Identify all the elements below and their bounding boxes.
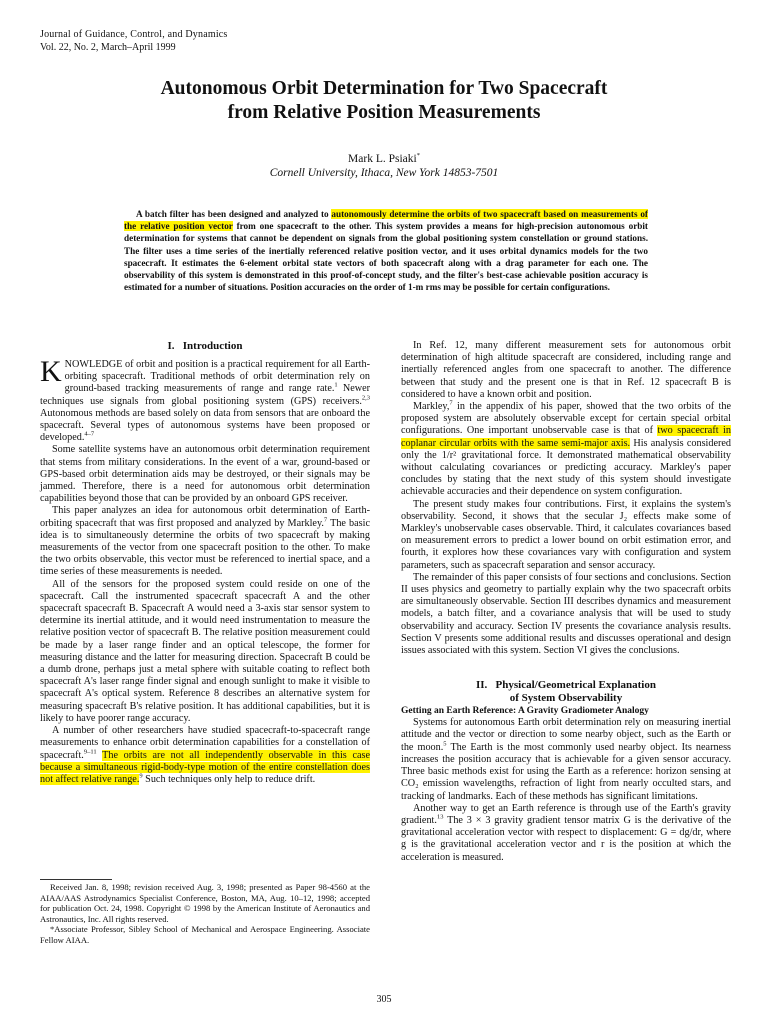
right-p2-text-c: His analysis considered only the 1/r² gravitational force. It demonstrated mathematical observability without calculating covariances or predicting accuracy. Markley's paper concludes by stating that the next study of this system should investigate achievable accuracies and their dependence on system configuration. — [401, 437, 731, 498]
right-paragraph-1: In Ref. 12, many different measurement sets for autonomous orbit determination of high altitude spacecraft are considered, including range and inertially referenced angles from one spacecraft to another. The difference between that study and the present one is that in Ref. 12 spacecraft B is considered to have a known orbit and position. — [401, 340, 731, 400]
footnote-rule — [40, 879, 112, 880]
ref-4-7: 4–7 — [84, 430, 95, 438]
ref-2-3: 2,3 — [361, 394, 370, 402]
section-1-heading: I. Introduction — [167, 340, 243, 352]
abstract-text-post: from one spacecraft to the other. This system provides a means for high-precision autonomous orbit determination for systems that cannot be dependent on signals from the global positioning system constellation or ground stations. The filter uses a time series of the inertially referenced relative position vector, and it uses orbital dynamics models for the two spacecraft. It estimates the 6-element orbital state vectors of both spacecraft along with a drag parameter for each one. The observability of this system is demonstrated in this proof-of-concept study, and the filter's best-case achievable position accuracy is estimated for a number of situations. Position accuracies on the order of 1-m rms may be possible for certain configurations. — [124, 221, 648, 293]
intro-paragraph-1 — [40, 355, 371, 444]
journal-volume: Vol. 22, No. 2, March–April 1999 — [40, 42, 176, 53]
section-2-heading — [401, 679, 731, 705]
right-p5-text-b: The Earth is the most commonly used nearby object. Its nearness increases the position accuracy that is achievable for a given sensor accuracy. Three basic methods exist for using the Earth as a reference: horizon sensing at CO₂ emission wavelengths, refraction of light from nearly occulted stars, and tracking of landmarks. Each of these methods has significant limitations. — [401, 741, 731, 802]
page-number: 305 — [376, 994, 392, 1005]
drop-cap: K — [40, 355, 62, 388]
title-line-2: from Relative Position Measurements — [227, 102, 541, 123]
right-paragraph-6 — [401, 803, 731, 864]
affiliation: Cornell University, Ithaca, New York 14853-7501 — [269, 167, 499, 179]
journal-name: Journal of Guidance, Control, and Dynamics — [40, 29, 228, 40]
author-name: Mark L. Psiaki — [348, 153, 417, 165]
intro-p1-text-a: NOWLEDGE of orbit and position is a practical requirement for all Earth-orbiting spacecraft. Traditional methods of orbit determination rely on ground-based tracking measurements of range and range rate. — [64, 359, 370, 395]
right-p6-text-a: Another way to get an Earth reference is through use of the Earth's gravity gradient. — [401, 802, 731, 826]
right-p2-highlight: two spacecraft in coplanar circular orbits with the same semi-major axis. — [401, 425, 731, 449]
subsection-heading: Getting an Earth Reference: A Gravity Gradiometer Analogy — [401, 706, 649, 717]
footnote-received: Received Jan. 8, 1998; revision received Aug. 3, 1998; presented as Paper 98-4560 at the AIAA/AAS Astrodynamics Specialist Conference, Boston, MA, Aug. 10–12, 1998; accepted for publication Oct. 24, 1998. Copyright © 1998 by the American Institute of Aeronautics and Astronautics, Inc. All rights reserved. — [40, 882, 370, 924]
ref-13: 13 — [436, 813, 444, 821]
ref-9-11: 9–11 — [83, 748, 97, 756]
right-paragraph-2 — [401, 401, 731, 499]
intro-p3-text-b: The basic idea is to simultaneously determine the orbits of two spacecraft by making measurements of the vector from one spacecraft position to the other. To make the two orbits observable, this vector must be referenced to inertial space, and a time series of these measurements is needed. — [40, 517, 370, 578]
left-column — [40, 340, 370, 786]
intro-paragraph-5 — [40, 725, 370, 786]
right-p6-text-b: The 3 × 3 gravity gradient tensor matrix G is the derivative of the gravitational acceleration vector with respect to displacement: G = dg/dr, where g is the gravitational acceleration vector and r is the position at which the acceleration is measured. — [401, 814, 731, 863]
right-column — [401, 340, 731, 864]
abstract-text-pre: A batch filter has been designed and analyzed to — [136, 209, 332, 219]
ref-1: 1 — [334, 382, 338, 390]
intro-p5-text-b: Such techniques only help to reduce drift. — [142, 773, 316, 785]
abstract-highlight: autonomously determine the orbits of two spacecraft based on measurements of the relative position vector — [124, 209, 648, 232]
intro-p5-highlight: The orbits are not all independently observable in this case because a simultaneous rigid-body-type motion of the entire constellation does not affect relative range. — [40, 749, 370, 785]
author-line — [0, 153, 768, 165]
footnotes — [40, 882, 370, 946]
journal-header — [40, 28, 228, 54]
intro-paragraph-3 — [40, 505, 370, 578]
author-footnote-mark: * — [416, 152, 420, 160]
intro-paragraph-2: Some satellite systems have an autonomous orbit determination requirement that stems from military considerations. In the event of a war, ground-based or GPS-based orbit determination aids may be destroyed, or their signals may be jammed. Therefore, there is a need for autonomous orbit determination capabilities beyond those that can be provided by an onboard GPS receiver. — [40, 444, 370, 505]
abstract — [124, 208, 648, 293]
intro-p5-text-a: A number of other researchers have studied spacecraft-to-spacecraft range measurements to enhance orbit determination capabilities for a constellation of spacecraft. — [40, 725, 370, 761]
intro-paragraph-4: All of the sensors for the proposed system could reside on one of the spacecraft. Call the instrumented spacecraft spacecraft A and the other spacecraft spacecraft B. Spacecraft A would need a 3-axis star sensor system to determine its inertial attitude, and it would need instrumentation to measure the relative position vector of spacecraft B. The relative position measurement could be made by a laser range finder and an optical telescope, the former for measuring distance and the latter for measuring direction. Spacecraft B could be a dumb drone, perhaps just a metal sphere with suitable coating to reflect both spacecraft A's laser range finder signal and enough sunlight to make it visible to spacecraft A's optical system. Reference 8 describes an alternative system for measuring spacecraft B's relative position. It has additional capabilities, but it is likely to have poorer range accuracy. — [40, 578, 370, 724]
right-paragraph-5 — [401, 717, 731, 802]
paper-title — [0, 77, 768, 125]
section-2-heading-line-2: of System Observability — [509, 692, 623, 705]
right-p2-text-a: Markley, — [413, 401, 450, 413]
right-p2-text-b: in the appendix of his paper, showed that the two orbits of the proposed system are absolutely observable except for certain special orbital configurations. One important unobservable case is that of — [401, 401, 731, 437]
intro-p1-text-b: Newer techniques use signals from global positioning system (GPS) receivers. — [40, 383, 371, 407]
section-2-heading-line-1: II. Physical/Geometrical Explanation — [476, 679, 656, 692]
ref-9: 9 — [139, 772, 143, 780]
footnote-associate: *Associate Professor, Sibley School of Mechanical and Aerospace Engineering. Associate Fellow AIAA. — [40, 924, 370, 945]
ref-7: 7 — [323, 516, 328, 524]
intro-p1-text-c: Autonomous methods are based solely on data from sensors that are onboard the spacecraft. Several types of autonomous systems have been proposed or developed. — [40, 407, 370, 444]
ref-5: 5 — [443, 740, 447, 748]
right-paragraph-4: The remainder of this paper consists of four sections and conclusions. Section II uses physics and geometry to partially explain why the two spacecraft orbits are simultaneously observable. Section III describes dynamics and measurement models, a batch filter, and a covariance analysis that will be used to study observability and accuracy. Section IV presents the covariance analysis results. Section V presents some additional results and discusses operational and design issues associated with this system. Section VI gives the conclusions. — [401, 571, 731, 657]
title-line-1: Autonomous Orbit Determination for Two Spacecraft — [160, 78, 608, 99]
right-paragraph-3: The present study makes four contributions. First, it explains the system's observability. Second, it shows that the secular J₂ effects make some of Markley's unobservable cases observable. Third, it calculates covariances based on measurement errors to predict a lower bound on orbit estimation error, and fourth, it explores how these covariances vary with configuration and system parameters, such as spacecraft separation and sensor accuracy. — [401, 498, 731, 571]
intro-p3-text-a: This paper analyzes an idea for autonomous orbit determination of Earth-orbiting spacecraft that was first proposed and analyzed by Markley. — [40, 505, 370, 529]
ref-7b: 7 — [449, 399, 453, 407]
right-p5-text-a: Systems for autonomous Earth orbit determination rely on measuring inertial attitude and the vector or direction to some nearby object, such as the Earth or the moon. — [401, 717, 731, 753]
